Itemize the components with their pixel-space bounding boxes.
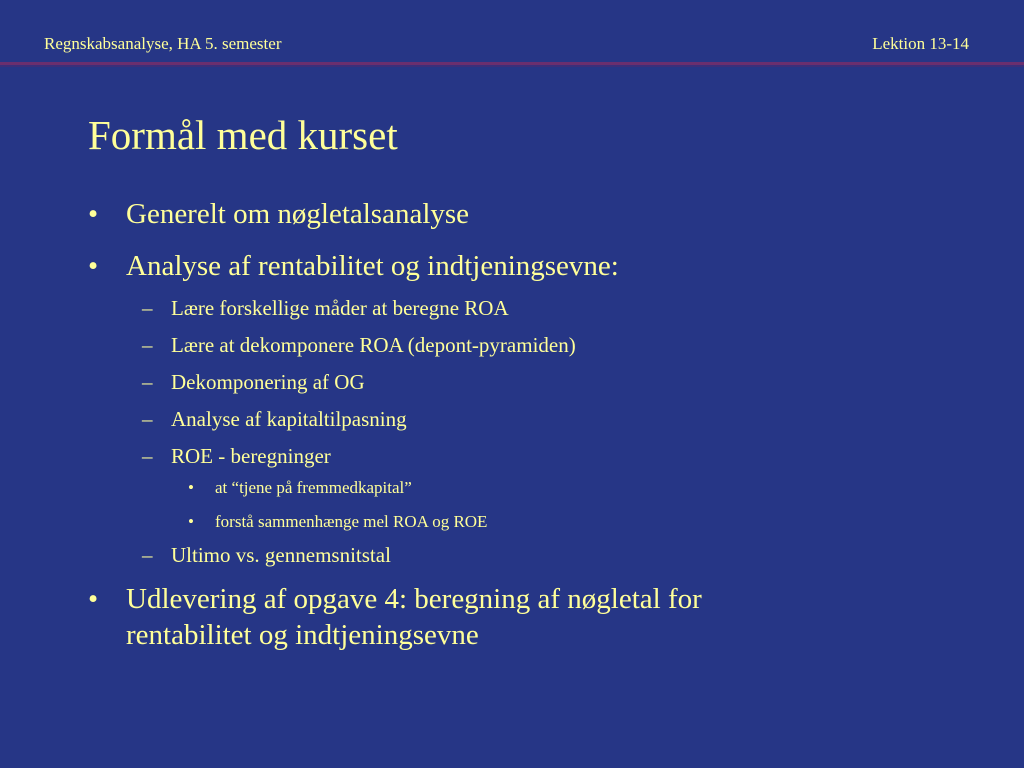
bullet-text-line-1: Udlevering af opgave 4: beregning af nøgletal for — [126, 583, 702, 615]
sub-bullet-item — [88, 369, 988, 396]
bullet-item — [88, 196, 988, 232]
sub-bullet-text: Dekomponering af OG — [171, 370, 365, 394]
header-divider — [0, 62, 1024, 68]
header-lecture-number: Lektion 13-14 — [872, 34, 969, 53]
dash-marker: – — [142, 296, 153, 320]
sub-bullet-item — [88, 443, 988, 470]
bullet-marker: • — [88, 583, 99, 615]
bullet-item — [88, 248, 988, 284]
bullet-text: Analyse af rentabilitet og indtjeningsevne: — [126, 250, 619, 282]
bullet-marker: • — [188, 512, 194, 531]
dash-marker: – — [142, 407, 153, 431]
sub-sub-bullet-text: forstå sammenhænge mel ROA og ROE — [215, 512, 488, 531]
sub-bullet-text: ROE - beregninger — [171, 444, 331, 468]
slide-title: Formål med kurset — [88, 112, 398, 158]
sub-bullet-text: Ultimo vs. gennemsnitstal — [171, 543, 391, 567]
sub-bullet-item — [88, 332, 988, 359]
dash-marker: – — [142, 333, 153, 357]
sub-bullet-text: Lære at dekomponere ROA (depont-pyramiden) — [171, 333, 576, 357]
bullet-text: Generelt om nøgletalsanalyse — [126, 198, 470, 230]
bullet-item — [88, 581, 988, 653]
sub-sub-bullet-text: at “tjene på fremmedkapital” — [215, 478, 412, 497]
sub-bullet-item — [88, 542, 988, 569]
sub-bullet-text: Lære forskellige måder at beregne ROA — [171, 296, 509, 320]
bullet-marker: • — [88, 198, 99, 230]
dash-marker: – — [142, 444, 153, 468]
dash-marker: – — [142, 543, 153, 567]
bullet-marker: • — [188, 478, 194, 497]
sub-sub-bullet-item — [88, 510, 988, 534]
bullet-marker: • — [88, 250, 99, 282]
sub-bullet-text: Analyse af kapitaltilpasning — [171, 407, 407, 431]
slide-content — [88, 196, 988, 653]
sub-sub-bullet-item — [88, 476, 988, 500]
dash-marker: – — [142, 370, 153, 394]
sub-bullet-item — [88, 406, 988, 433]
sub-bullet-item — [88, 295, 988, 322]
bullet-text-line-2: rentabilitet og indtjeningsevne — [126, 619, 479, 651]
header-course-title: Regnskabsanalyse, HA 5. semester — [44, 34, 282, 53]
